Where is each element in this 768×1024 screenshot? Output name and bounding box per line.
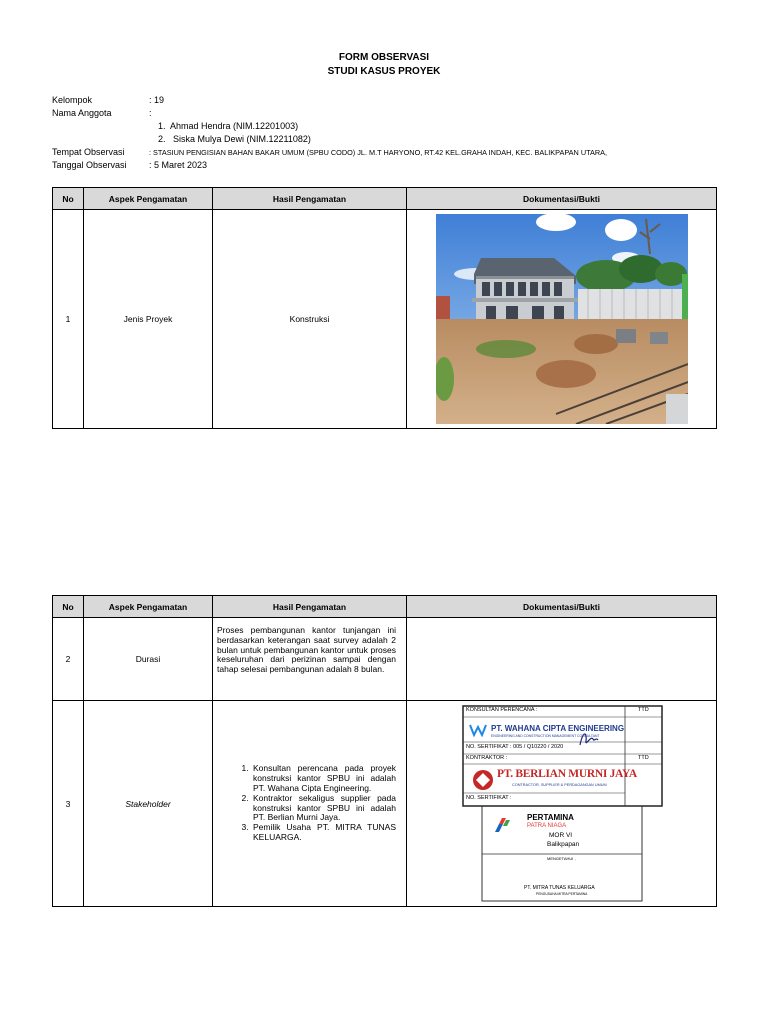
observation-table-1 bbox=[52, 187, 717, 429]
list-item: 2. Kontraktor sekaligus supplier pada konstruksi kantor SPBU ini adalah PT. Berlian Murni Jaya. bbox=[251, 794, 396, 823]
row-3-no: 3 bbox=[53, 701, 84, 907]
header-no: No bbox=[53, 188, 84, 210]
table-header-row bbox=[53, 596, 717, 618]
construction-site-image bbox=[436, 214, 688, 424]
header-no: No bbox=[53, 596, 84, 618]
tempat-value: : STASIUN PENGISIAN BAHAN BAKAR UMUM (SPBU CODO) JL. M.T HARYONO, RT.42 KEL.GRAHA INDAH, KEC. BALIKPAPAN UTARA, bbox=[149, 148, 608, 157]
mengetahui-label: MENGETAHUI , bbox=[547, 856, 576, 861]
wahana-name: PT. WAHANA CIPTA ENGINEERING bbox=[491, 724, 625, 733]
wahana-subtitle: ENGINEERING AND CONSTRUCTION MANAGEMENT CONSULTANT bbox=[491, 734, 600, 738]
kelompok-label: Kelompok bbox=[52, 95, 93, 105]
pertamina-name: PERTAMINA bbox=[527, 813, 574, 822]
tanggal-value: : 5 Maret 2023 bbox=[149, 160, 208, 170]
list-item: 3. Pemilik Usaha PT. MITRA TUNAS KELUARGA. bbox=[251, 823, 396, 843]
mor-label: MOR VI bbox=[549, 832, 573, 839]
anggota-label: Nama Anggota bbox=[52, 108, 112, 118]
ttd-label-2: TTD bbox=[638, 755, 649, 761]
city-label: Balikpapan bbox=[547, 841, 580, 848]
observation-table-2 bbox=[52, 595, 717, 907]
signboard-image bbox=[407, 701, 715, 906]
tanggal-label: Tanggal Observasi bbox=[52, 160, 127, 170]
berlian-logo-icon bbox=[470, 769, 496, 791]
patra-niaga: PATRA NIAGA bbox=[527, 823, 567, 829]
row-1-hasil: Konstruksi bbox=[213, 210, 407, 429]
row-3-dokumentasi bbox=[407, 701, 717, 907]
form-subtitle: STUDI KASUS PROYEK bbox=[327, 66, 441, 77]
header-hasil: Hasil Pengamatan bbox=[213, 188, 407, 210]
form-title: FORM OBSERVASI bbox=[338, 52, 430, 63]
table-row bbox=[53, 210, 717, 429]
berlian-name: PT. BERLIAN MURNI JAYA bbox=[497, 768, 637, 780]
sertifikat-2: NO. SERTIFIKAT : bbox=[466, 795, 512, 801]
owner-name: PT. MITRA TUNAS KELUARGA bbox=[524, 885, 595, 891]
owner-subtitle: PENGUSAHA MITRA PERTAMINA bbox=[536, 892, 588, 896]
pertamina-logo-icon bbox=[493, 818, 511, 834]
stakeholder-list bbox=[213, 764, 406, 842]
kelompok-value: : 19 bbox=[149, 95, 165, 105]
header-dokumentasi: Dokumentasi/Bukti bbox=[407, 596, 717, 618]
row-1-dokumentasi bbox=[407, 210, 717, 429]
construction-photo bbox=[436, 214, 688, 424]
tempat-label: Tempat Observasi bbox=[52, 147, 125, 157]
row-2-aspek: Durasi bbox=[84, 618, 213, 701]
anggota-colon: : bbox=[149, 108, 152, 118]
row-2-dokumentasi bbox=[407, 618, 717, 701]
row-2-hasil: Proses pembangunan kantor tunjangan ini berdasarkan keterangan saat survey adalah 2 bulan untuk pembangunan kantor untuk proses keseluruhan dari perizinan sampai dengan tahap selesai pembangunan adalah 8 bulan. bbox=[213, 618, 407, 701]
header-hasil: Hasil Pengamatan bbox=[213, 596, 407, 618]
row-1-aspek: Jenis Proyek bbox=[84, 210, 213, 429]
header-aspek: Aspek Pengamatan bbox=[84, 188, 213, 210]
member-2: 2. Siska Mulya Dewi (NIM.12211082) bbox=[158, 134, 311, 144]
berlian-subtitle: CONTRACTOR, SUPPLIER & PERDAGANGAN UMUM bbox=[512, 783, 607, 787]
list-item: 1. Konsultan perencana pada proyek konstruksi kantor SPBU ini adalah PT. Wahana Cipta Engineering. bbox=[251, 764, 396, 793]
table-row bbox=[53, 701, 717, 907]
konsultan-label: KONSULTAN PERENCANA : bbox=[466, 707, 538, 713]
wahana-logo-icon bbox=[469, 723, 487, 737]
kontraktor-label: KONTRAKTOR : bbox=[466, 755, 508, 761]
row-3-aspek: Stakeholder bbox=[84, 701, 213, 907]
member-1: 1. Ahmad Hendra (NIM.12201003) bbox=[158, 121, 299, 131]
row-2-no: 2 bbox=[53, 618, 84, 701]
row-3-hasil bbox=[213, 701, 407, 907]
ttd-label-1: TTD bbox=[638, 707, 649, 713]
table-header-row bbox=[53, 188, 717, 210]
row-1-no: 1 bbox=[53, 210, 84, 429]
sertifikat-1: NO. SERTIFIKAT : 005 / Q10220 / 2020 bbox=[466, 744, 564, 750]
header-dokumentasi: Dokumentasi/Bukti bbox=[407, 188, 717, 210]
table-row bbox=[53, 618, 717, 701]
header-aspek: Aspek Pengamatan bbox=[84, 596, 213, 618]
